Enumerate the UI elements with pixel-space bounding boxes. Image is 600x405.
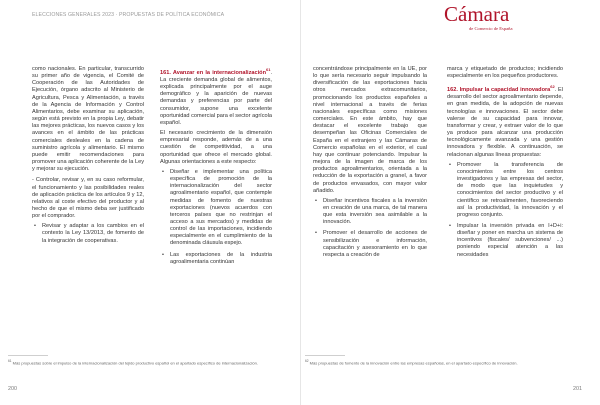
- footnote-text: Más propuestas de fomento de la innovación entre las empresas españolas, en el apartado específico de innovación.: [309, 360, 518, 366]
- paragraph: como nacionales. En particular, transcurrido su primer año de vigencia, el Comité de Cooperación de las Autoridades de Ejecución, órgano adscrito al Ministerio de Agricultura, Pesca y Alimentación, a través de la Agencia de Información y Control Alimentarios, debe examinar su aplicación, según está previsto en la propia Ley, debatir las mejores prácticas, los nuevos casos y los avances en el ámbito de las prácticas comerciales desleales en la cadena de suministro agrícola y alimentario. El mismo puede emitir recomendaciones para promover una aplicación coherente de la Ley y mejorar su ejecución.: [32, 66, 144, 173]
- camara-logo: [436, 2, 562, 34]
- running-header: ELECCIONES GENERALES 2023 · PROPUESTAS DE POLÍTICA ECONÓMICA: [32, 12, 225, 18]
- paragraph: - Controlar, revisar y, en su caso reformular, el funcionamiento y las posibilidades reales de aplicación práctica de los artículos 9 y 12, relativos al coste efectivo del productor y al hecho de que el mismo deba ser justificado por el comprador.: [32, 177, 144, 220]
- footnote-number: 61: [8, 359, 12, 363]
- footnote-divider: [305, 355, 345, 356]
- footnote-number: 62: [305, 359, 309, 363]
- paragraph: concentrándose principalmente en la UE, por lo que sería necesario seguir impulsando la diversificación de las exportaciones hacia otros mercados extracomunitarios, promocionando los productos españoles a nivel internacional a través de ferias nacionales específicas como misiones comerciales. En este ámbito, hay que destacar el excelente trabajo que desempeñan las Oficinas Comerciales de España en el extranjero y las Cámaras de Comercio españolas en el exterior, el cual hay que continuar potenciando. Impulsar la mejora de la imagen de marca de los productos agroalimentarios, orientada a la reducción de la exportación a granel, a favor de productos envasados, con mayor valor añadido.: [313, 66, 427, 194]
- right-column-2: [447, 66, 563, 263]
- left-column-2: [160, 66, 272, 270]
- footnote-ref[interactable]: 61: [265, 67, 271, 72]
- paragraph: marca y etiquetado de productos; incidiendo especialmente en los pequeños productores.: [447, 66, 563, 80]
- left-column-1: [32, 66, 144, 249]
- section-162: [447, 83, 563, 158]
- logo-wordmark: Cámara: [444, 2, 510, 26]
- list-item: • Diseñar incentivos fiscales a la inversión en creación de una marca, de tal manera que esta inversión sea asimilable a la innovación.: [323, 198, 427, 227]
- section-body: . El desarrollo del sector agroalimentario depende, en gran medida, de la adopción de nuevas tecnologías e innovaciones. El sector debe valerse de su capacidad para innovar, transformar y crear, y extraer valor de lo que ya produce para alcanzar una producción tecnológicamente avanzada y una gestión innovadora y flexible. A continuación, se relacionan algunas líneas propuestas:: [447, 87, 563, 158]
- section-heading: 162. Impulsar la capacidad innovadora: [447, 87, 551, 94]
- footnote: [8, 359, 278, 366]
- paragraph: El necesario crecimiento de la dimensión empresarial responde, además de a una cuestión de competitividad, a una oportunidad que ofrece el mercado global. Algunas orientaciones a este respecto:: [160, 130, 272, 165]
- bullet-list: [313, 198, 427, 259]
- section-161: [160, 66, 272, 127]
- bullet-list: [447, 162, 563, 259]
- bullet-list: [32, 223, 144, 244]
- section-heading: 161. Avanzar en la internacionalización: [160, 69, 266, 76]
- right-column-1: [313, 66, 427, 263]
- list-item: • Las exportaciones de la industria agroalimentaria continúan: [170, 252, 272, 266]
- footnote-divider: [8, 355, 48, 356]
- footnote-text: Más propuestas sobre el impulso de la internacionalización del tejido productivo español en el apartado específico de internacionalización.: [12, 360, 258, 366]
- list-item: • Promover el desarrollo de acciones de sensibilización e información, capacitación y asesoramiento en lo que respecta a creación de: [323, 230, 427, 259]
- footnote: [305, 359, 575, 366]
- list-item: • Promover la transferencia de conocimientos entre los centros investigadores y las empresas del sector, de modo que las inquietudes y conocimientos del sector productivo y el científico se retroalimenten, favoreciendo así la productividad, la innovación y el progreso conjunto.: [457, 162, 563, 219]
- footnote-ref[interactable]: 62: [550, 84, 555, 90]
- bullet-list: [160, 169, 272, 266]
- logo-subtitle: de Comercio de España: [469, 26, 513, 31]
- right-page: [300, 0, 600, 405]
- list-item: • Impulsar la inversión privada en I+D+i: diseñar y poner en marcha un sistema de incentivos (fiscales/ subvenciones/ ...) poniendo especial atención a las necesidades: [457, 223, 563, 259]
- page-number: 201: [573, 386, 582, 392]
- page-number: 200: [8, 386, 17, 392]
- list-item: • Revisar y adaptar a los cambios en el contexto la Ley 13/2013, de fomento de la integración de cooperativas.: [42, 223, 144, 244]
- section-body: . La creciente demanda global de alimentos, explicada principalmente por el auge demográfico y la aparición de nuevas demandas y preferencias por parte del consumidor, supone una excelente oportunidad comercial para el sector agrícola español.: [160, 69, 272, 126]
- list-item: • Diseñar e implementar una política específica de promoción de la internacionalización del sector agroalimentario español, que contemple medidas de fomento de nuestras exportaciones (nuevos acuerdos con terceros países que no restrinjan el acceso a sus mercados) y medidas de control de las importaciones, incidiendo especialmente en el cumplimiento de la denominada cláusula espejo.: [170, 169, 272, 248]
